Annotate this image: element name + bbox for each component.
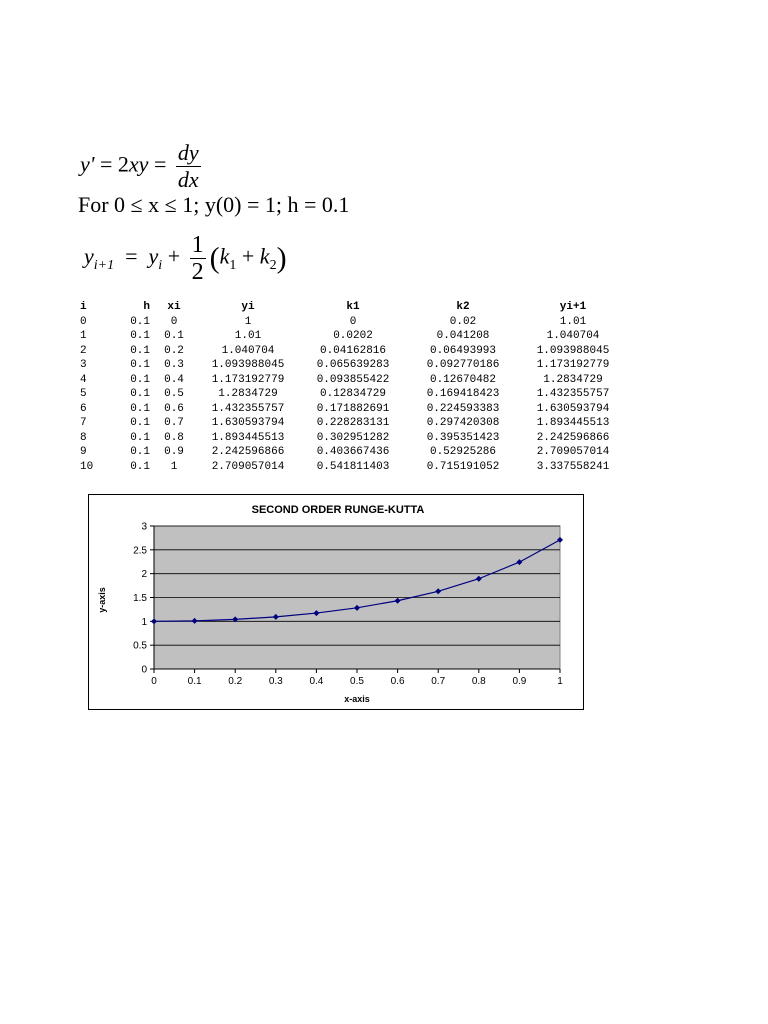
table-cell: 1 [80,330,87,342]
rk-open: ( [209,241,220,275]
rk-y-next: y [84,243,94,269]
header-xi: xi [167,301,181,313]
table-row [80,460,628,475]
ode-equation [80,140,205,193]
table-cell: 0.297420308 [426,417,500,429]
table-cell: 0.1 [130,359,150,371]
table-cell: 0.395351423 [426,431,500,444]
table-cell: 1.2834729 [218,388,278,400]
y-tick-label: 0 [141,664,147,676]
rk-half-num: 1 [191,232,204,258]
rk-half [190,232,206,285]
table-cell: 0.8 [164,431,184,444]
table-cell: 0.12670482 [429,373,496,386]
table-row [80,358,628,373]
table-row [80,344,628,359]
table-cell: 0.065639283 [316,359,390,371]
table-row [80,329,628,344]
table-cell: 0.1 [130,315,150,328]
table-cell: 0.0202 [333,330,373,342]
table-cell: 7 [80,417,87,429]
table-cell: 0.1 [130,431,150,444]
table-cell: 4 [80,373,87,386]
y-tick-label: 1 [141,616,147,628]
rk-plus2: + [241,243,255,269]
ode-eq: = [153,151,167,177]
x-tick-label: 0 [151,676,157,687]
rk-close: ) [276,241,287,275]
table-cell: 0.5 [164,388,184,400]
table-cell: 1.173192779 [211,373,285,386]
y-axis-label: y-axis [97,587,107,613]
rk-y-i: y [148,243,159,269]
table-cell: 1.173192779 [536,359,610,371]
table-cell: 3 [80,359,87,371]
table-cell: 0.541811403 [316,460,390,473]
x-tick-label: 0.4 [309,676,324,687]
table-cell: 8 [80,431,87,444]
table-cell: 2 [80,344,87,357]
table-cell: 1.432355757 [536,388,610,400]
y-tick-label: 1.5 [133,593,147,604]
table-cell: 1 [170,460,178,473]
table-cell: 0 [80,315,87,328]
ode-lhs: y' [80,151,95,177]
table-cell: 1.01 [559,315,587,328]
table-cell: 2.709057014 [211,460,285,473]
table-cell: 0.1 [130,402,150,415]
table-cell: 9 [80,446,87,458]
table-row [80,373,628,388]
table-cell: 6 [80,402,87,415]
header-yi-next: yi+1 [559,301,587,313]
rk-sub-2: 2 [269,257,277,273]
table-cell: 0.1 [130,344,150,357]
table-cell: 2.242596866 [211,446,285,458]
table-cell: 0.228283131 [316,417,390,429]
table-cell: 0.1 [130,446,150,458]
table-cell: 0.2 [164,344,184,357]
rk-eq: = [125,243,138,269]
rk-chart [89,495,583,709]
table-cell: 0.3 [164,359,184,371]
y-tick-label: 2.5 [133,545,147,557]
ode-xy: xy [128,151,149,177]
y-tick-label: 0.5 [133,640,147,652]
table-cell: 1.432355757 [211,402,285,415]
table-cell: 0 [170,315,178,328]
table-cell: 0.04162816 [319,344,386,357]
condition-line: For 0 ≤ x ≤ 1; y(0) = 1; h = 0.1 [78,192,350,217]
rk-table [80,300,628,474]
header-h: h [143,301,150,313]
ode-denominator: dx [177,167,199,192]
header-i: i [80,301,87,313]
table-cell: 0.4 [164,373,184,386]
rk-sub-i: i [158,257,163,273]
header-yi: yi [241,301,255,313]
x-tick-label: 0.7 [431,676,446,687]
rk-half-den: 2 [191,259,204,285]
table-cell: 0.6 [164,402,184,415]
x-tick-label: 0.8 [471,676,486,687]
header-k1: k1 [346,301,360,313]
x-tick-label: 0.1 [187,676,202,687]
ode-fraction [176,140,201,193]
y-tick-label: 3 [141,521,147,533]
table-cell: 5 [80,388,87,400]
table-cell: 0.52925286 [429,446,496,458]
ode-numerator: dy [177,140,199,165]
rk-k1: k [219,243,230,269]
table-cell: 0.092770186 [426,359,500,371]
x-tick-label: 0.2 [228,676,243,687]
table-cell: 1.630593794 [536,402,610,415]
table-cell: 1.093988045 [536,344,610,357]
rk-sub-1: 1 [229,257,237,273]
table-header-row [80,300,628,315]
table-cell: 0.302951282 [316,431,390,444]
x-axis-label: x-axis [344,694,370,704]
table-cell: 1.893445513 [536,417,610,429]
rk-sub-next: i+1 [93,257,115,273]
table-row [80,402,628,417]
table-row [80,315,628,330]
table-cell: 0.1 [130,388,150,400]
table-cell: 0.02 [449,315,477,328]
chart-frame [88,494,584,710]
chart-title: SECOND ORDER RUNGE-KUTTA [251,504,425,516]
table-row [80,416,628,431]
table-cell: 0.224593383 [426,402,500,415]
table-cell: 0 [349,315,357,328]
table-cell: 0.093855422 [316,373,390,386]
rk-equation [84,232,287,285]
table-cell: 1.2834729 [543,373,603,386]
header-k2: k2 [456,301,470,313]
table-cell: 0.1 [164,330,184,342]
table-cell: 0.1 [130,417,150,429]
table-cell: 1.040704 [221,344,275,357]
table-cell: 1.893445513 [211,431,285,444]
table-cell: 1.01 [234,330,262,342]
table-cell: 10 [80,460,94,473]
rk-plus: + [167,243,181,269]
table-body [80,315,628,475]
table-row [80,387,628,402]
table-cell: 1 [244,315,252,328]
table-cell: 0.7 [164,417,184,429]
table-row [80,445,628,460]
table-cell: 0.041208 [436,330,490,342]
rk-k2: k [259,243,270,269]
x-tick-label: 0.6 [390,676,405,687]
table-cell: 0.169418423 [426,388,500,400]
table-row [80,431,628,446]
table-cell: 0.9 [164,446,184,458]
table-cell: 0.1 [130,373,150,386]
table-cell: 0.715191052 [426,460,500,473]
table-cell: 0.171882691 [316,402,390,415]
table-cell: 2.242596866 [536,431,610,444]
y-tick-label: 2 [141,569,147,581]
table-cell: 1.093988045 [211,359,285,371]
x-tick-label: 0.3 [268,676,283,687]
table-cell: 0.12834729 [319,388,386,400]
table-cell: 0.1 [130,460,150,473]
table-cell: 0.1 [130,330,150,342]
x-tick-label: 0.5 [350,676,364,687]
table-cell: 2.709057014 [536,446,610,458]
table-cell: 1.040704 [546,330,600,342]
table-cell: 0.06493993 [429,344,496,357]
ode-mid: = 2 [99,151,129,177]
table-cell: 3.337558241 [536,460,610,473]
table-cell: 1.630593794 [211,417,285,429]
x-tick-label: 0.9 [512,676,527,687]
table-cell: 0.403667436 [316,446,390,458]
x-tick-label: 1 [557,676,563,687]
